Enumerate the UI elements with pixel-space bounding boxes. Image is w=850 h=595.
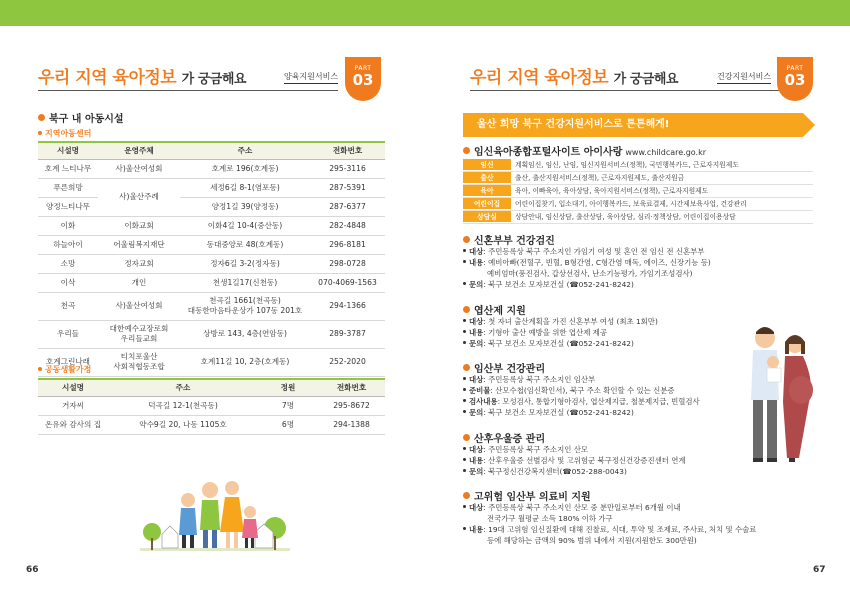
- row-text: 계획임신, 임신, 난임, 임신지원서비스(정책), 국민행복카드, 근로자지원제도: [515, 161, 739, 169]
- bullet-icon: [463, 527, 466, 530]
- subsection-text: 지역아동센터: [45, 129, 92, 138]
- row-label: 어린이집: [463, 198, 511, 210]
- section-title-text: 엽산제 지원: [474, 306, 526, 317]
- bullet-dot-icon: [463, 434, 470, 441]
- detail-key: 문의: [469, 339, 484, 348]
- detail-key: 준비물: [469, 386, 491, 395]
- newlywed-details: [463, 246, 813, 290]
- group-home-table: [38, 378, 385, 435]
- col-header: 운영주체: [98, 142, 180, 159]
- row-label: 상담실: [463, 211, 511, 223]
- list-item: [463, 172, 813, 185]
- list-item: [463, 185, 813, 198]
- top-color-bar: [425, 0, 850, 26]
- cell: 소망: [38, 254, 98, 273]
- cell: 정자6길 3-2(정자동): [180, 254, 310, 273]
- detail-value: : 기형아 출산 예방을 위한 엽산제 제공: [483, 328, 607, 337]
- section-title-postpartum: [463, 430, 545, 445]
- section-title-text: 북구 내 아동시설: [49, 114, 124, 125]
- small-dot-icon: [38, 131, 42, 135]
- bullet-dot-icon: [463, 492, 470, 499]
- detail-key: 문의: [469, 408, 484, 417]
- cell: 287-5391: [310, 178, 385, 197]
- bullet-icon: [463, 341, 466, 344]
- bullet-icon: [463, 388, 466, 391]
- detail-line: [463, 279, 813, 290]
- detail-key: 내용: [469, 258, 484, 267]
- section-banner: 울산 희망 북구 건강지원서비스로 튼튼해게!: [463, 113, 803, 137]
- table-row: [38, 415, 385, 434]
- detail-value: : 19대 고위험 임신질환에 대해 진찰료, 식대, 투약 및 조제료, 주사료, 처치 및 수술료: [483, 525, 757, 534]
- detail-line: [463, 466, 813, 477]
- part-label: PART: [786, 65, 804, 72]
- title-main: 우리 지역 육아정보: [38, 68, 177, 88]
- part-number: 03: [352, 71, 374, 89]
- cell: 295-3116: [310, 159, 385, 178]
- cell: 294-1366: [310, 292, 385, 320]
- cell: 6명: [258, 415, 318, 434]
- col-header: 시설명: [38, 142, 98, 159]
- detail-key: 내용: [469, 525, 484, 534]
- col-header: 주소: [108, 379, 258, 396]
- section-title-folic: [463, 302, 526, 317]
- bullet-icon: [463, 249, 466, 252]
- section-title-text: 신혼부부 건강검진: [474, 236, 555, 247]
- cell: 푸른희망: [38, 178, 98, 197]
- row-label: 출산: [463, 172, 511, 184]
- col-header: 정원: [258, 379, 318, 396]
- row-text: 육아, 이빠육아, 육아상담, 육아지원서비스(정책), 근로자지원제도: [515, 187, 709, 195]
- part-badge: [345, 57, 381, 101]
- bullet-icon: [463, 330, 466, 333]
- cell: 294-1388: [318, 415, 385, 434]
- section-title-text: 고위험 임산부 의료비 지원: [474, 492, 591, 503]
- table-row: [38, 235, 385, 254]
- cell: 호계11길 10, 2층(호계동): [180, 348, 310, 376]
- cell: 282-4848: [310, 216, 385, 235]
- section-title-text: 산후우울증 관리: [474, 434, 546, 445]
- cell: 양정느티나무: [38, 197, 98, 216]
- page-number: 66: [26, 565, 39, 575]
- cell: 양정1길 39(양정동): [180, 197, 310, 216]
- detail-value: : 주민등록상 북구 주소지인 임산부: [483, 375, 596, 384]
- highrisk-details: [463, 502, 813, 546]
- table-header-row: [38, 379, 385, 396]
- cell-line: 대동한마음타운상가 107동 201호: [187, 306, 303, 315]
- title-main: 우리 지역 육아정보: [470, 68, 609, 88]
- detail-key: 문의: [469, 280, 484, 289]
- detail-line: [463, 524, 813, 535]
- cell: 천생1길17(신천동): [180, 273, 310, 292]
- table-row: [38, 197, 385, 216]
- detail-value: : 북구 보건소 모자보건실 (☎052-241-8242): [483, 339, 634, 348]
- cell: 호계 느티나무: [38, 159, 98, 178]
- detail-value: : 주민등록상 북구 주소지인 산모 중 분만일로부터 6개월 이내: [483, 503, 681, 512]
- bullet-icon: [463, 260, 466, 263]
- cell: 이삭: [38, 273, 98, 292]
- subsection-text: 공동생활가정: [45, 365, 92, 374]
- part-badge: [777, 57, 813, 101]
- cell: 287-6377: [310, 197, 385, 216]
- row-text: 상담안내, 임신상담, 출산상담, 육아상담, 심리·정책상담, 어린이집이용상담: [515, 213, 736, 221]
- childcare-center-table: [38, 141, 385, 377]
- bullet-icon: [463, 282, 466, 285]
- bullet-icon: [463, 410, 466, 413]
- cell-line: 티치포울산: [120, 352, 158, 361]
- detail-line: 예비엄마(풍진검사, 갑상선검사, 난소기능평가, 가임기조성검사): [487, 269, 693, 278]
- detail-value: : 북구 보건소 모자보건실 (☎052-241-8242): [483, 408, 634, 417]
- list-item: [463, 211, 813, 224]
- cell: 덕곡길 12-1(천곡동): [108, 396, 258, 415]
- cell: 개인: [98, 273, 180, 292]
- cell: 약수9길 20, 나동 1105호: [108, 415, 258, 434]
- detail-line: 등에 해당하는 금액의 90% 범위 내에서 지원(지원한도 300만원): [487, 536, 697, 545]
- small-dot-icon: [38, 367, 42, 371]
- detail-key: 대상: [469, 503, 484, 512]
- detail-key: 대상: [469, 445, 484, 454]
- detail-key: 대상: [469, 317, 484, 326]
- list-item: [463, 198, 813, 211]
- cell: 어울림복지재단: [98, 235, 180, 254]
- page-number: 67: [813, 565, 826, 575]
- bullet-dot-icon: [463, 306, 470, 313]
- table-row: [38, 273, 385, 292]
- detail-value: : 첫 자녀 출산계획을 가진 신혼부부 여성 (최초 1회만): [483, 317, 658, 326]
- cell: [98, 348, 180, 376]
- cell: 세정6길 8-1(염포동): [180, 178, 310, 197]
- detail-line: [463, 257, 813, 268]
- row-text: 출산, 출산지원서비스(정책), 근로자지원제도, 출산지원금: [515, 174, 685, 182]
- bullet-icon: [463, 447, 466, 450]
- detail-line: [463, 246, 813, 257]
- table-row: [38, 254, 385, 273]
- section-title-newlywed: [463, 232, 555, 247]
- bullet-icon: [463, 458, 466, 461]
- table-row: [38, 216, 385, 235]
- cell: 거자씨: [38, 396, 108, 415]
- cell: 이화교회: [98, 216, 180, 235]
- list-item: [463, 159, 813, 172]
- col-header: 시설명: [38, 379, 108, 396]
- section-title-pregnant: [463, 360, 545, 375]
- subsection-title-2: [38, 364, 91, 375]
- cell: 사)울산주례: [98, 178, 180, 216]
- cell: 상방로 143, 4층(연암동): [180, 320, 310, 348]
- cell: 295-8672: [318, 396, 385, 415]
- expecting-couple-illustration: [743, 320, 818, 465]
- detail-value: : 모성검사, 통합기형아검사, 엽산제지급, 철분제지급, 빈혈검사: [497, 397, 700, 406]
- table-row: [38, 178, 385, 197]
- cell: 호계그린나래: [38, 348, 98, 376]
- detail-key: 내용: [469, 456, 484, 465]
- table-row: [38, 159, 385, 178]
- cell: 이화4길 10-4(중산동): [180, 216, 310, 235]
- section-title: [38, 110, 124, 125]
- cell: [98, 320, 180, 348]
- detail-line: 전국가구 월평균 소득 180% 이하 가구: [487, 514, 613, 523]
- title-sub: 가 궁금해요: [613, 72, 678, 87]
- detail-key: 내용: [469, 328, 484, 337]
- detail-value: : 주민등록상 북구 주소지인 산모: [483, 445, 588, 454]
- page-title: [38, 63, 246, 88]
- section-title-portal: [463, 143, 706, 158]
- detail-key: 대상: [469, 247, 484, 256]
- bullet-icon: [463, 505, 466, 508]
- cell: [180, 292, 310, 320]
- bullet-dot-icon: [463, 147, 470, 154]
- right-page: [425, 0, 850, 595]
- bullet-dot-icon: [463, 364, 470, 371]
- cell: 하늘아이: [38, 235, 98, 254]
- cell: 동대중앙로 48(호계동): [180, 235, 310, 254]
- bullet-icon: [463, 399, 466, 402]
- bullet-icon: [463, 469, 466, 472]
- detail-key: 대상: [469, 375, 484, 384]
- cell: 온유와 감사의 집: [38, 415, 108, 434]
- cell: 252-2020: [310, 348, 385, 376]
- title-rule: [470, 90, 780, 91]
- detail-value: : 예비아빠(전혈구, 빈혈, B형간염, C형간염 매독, 에이즈, 신장기능 등): [483, 258, 711, 267]
- detail-value: : 산모수첩(임신확인서), 북구 주소 확인할 수 있는 신분증: [490, 386, 675, 395]
- table-row: [38, 292, 385, 320]
- section-title-text: 임산부 건강관리: [474, 364, 546, 375]
- table-row: [38, 320, 385, 348]
- category-tag: 양육지원서비스: [284, 71, 338, 84]
- page-title: [470, 63, 678, 88]
- bullet-dot-icon: [38, 114, 45, 121]
- portal-service-table: [463, 159, 813, 224]
- cell: 정자교회: [98, 254, 180, 273]
- table-row: [38, 396, 385, 415]
- category-tag: 건강지원서비스: [717, 71, 771, 84]
- detail-key: 검사내용: [469, 397, 498, 406]
- detail-line: [463, 502, 813, 513]
- section-title-highrisk: [463, 488, 591, 503]
- cell: 070-4069-1563: [310, 273, 385, 292]
- cell: 7명: [258, 396, 318, 415]
- cell: 298-0728: [310, 254, 385, 273]
- portal-url: www.childcare.go.kr: [625, 148, 706, 157]
- cell: 289-3787: [310, 320, 385, 348]
- part-number: 03: [784, 71, 806, 89]
- bullet-dot-icon: [463, 236, 470, 243]
- table-header-row: [38, 142, 385, 159]
- row-label: 육아: [463, 185, 511, 197]
- detail-value: : 북구정신건강복지센터(☎052-288-0043): [483, 467, 627, 476]
- cell: 296-8181: [310, 235, 385, 254]
- detail-value: : 북구 보건소 모자보건실 (☎052-241-8242): [483, 280, 634, 289]
- detail-key: 문의: [469, 467, 484, 476]
- col-header: 전화번호: [318, 379, 385, 396]
- part-label: PART: [354, 65, 372, 72]
- cell-line: 대한예수교장로회: [109, 324, 169, 333]
- cell: 호계로 196(호계동): [180, 159, 310, 178]
- cell-line: 우리들교회: [120, 334, 158, 343]
- row-label: 임신: [463, 159, 511, 171]
- detail-value: : 주민등록상 북구 주소지인 가임기 여성 및 혼인 전 임신 전 신혼부부: [483, 247, 705, 256]
- col-header: 주소: [180, 142, 310, 159]
- bullet-icon: [463, 319, 466, 322]
- row-text: 어린이집찾기, 입소대기, 아이행복카드, 보육료결제, 시간제보육사업, 건강관리: [515, 200, 747, 208]
- cell-line: 천곡길 1661(천곡동): [209, 296, 281, 305]
- bullet-icon: [463, 377, 466, 380]
- title-sub: 가 궁금해요: [181, 72, 246, 87]
- family-walking-illustration: [140, 460, 290, 560]
- cell: 우리들: [38, 320, 98, 348]
- top-color-bar: [0, 0, 425, 26]
- col-header: 전화번호: [310, 142, 385, 159]
- title-rule: [38, 90, 338, 91]
- cell: 천곡: [38, 292, 98, 320]
- section-title-text: 임신육아종합포털사이트 아이사랑: [474, 147, 623, 158]
- cell: 사)울산여성회: [98, 292, 180, 320]
- subsection-title: [38, 128, 91, 139]
- cell: 사)울산여성회: [98, 159, 180, 178]
- cell-line: 사회적협동조합: [113, 362, 165, 371]
- detail-value: : 산후우울증 선별검사 및 고위험군 북구정신건강증진센터 연계: [483, 456, 686, 465]
- cell: 이화: [38, 216, 98, 235]
